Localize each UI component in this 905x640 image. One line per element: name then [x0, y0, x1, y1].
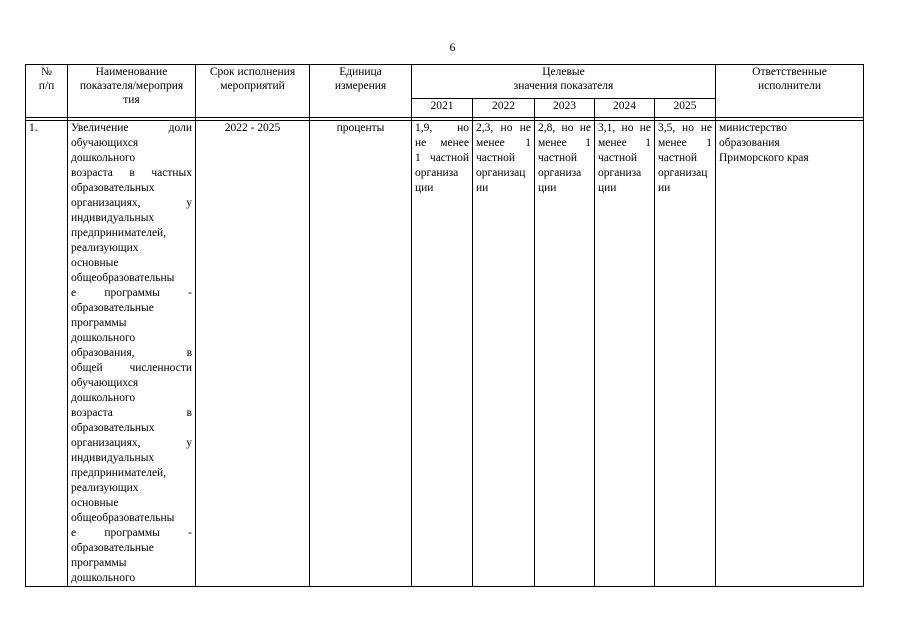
- target-value-line: ции: [598, 182, 617, 194]
- target-value-line: частной: [658, 152, 698, 164]
- indicator-name-line: образовательные: [71, 542, 154, 554]
- indicator-name-line: общеобразовательны: [71, 512, 175, 524]
- indicator-name-line: образовательные: [71, 302, 154, 314]
- indicator-name-line: образовательных: [71, 422, 155, 434]
- responsible-executors: [716, 121, 864, 587]
- indicator-name-line: основные: [71, 497, 119, 509]
- indicator-name-line: индивидуальных: [71, 212, 155, 224]
- header-period-line1: Срок исполнения: [209, 66, 296, 78]
- indicator-name-line: индивидуальных: [71, 452, 155, 464]
- indicator-name-line: дошкольного: [71, 332, 136, 344]
- header-target-line2: значения показателя: [513, 80, 614, 92]
- header-number: [26, 65, 68, 118]
- target-value-line: 1 частной: [415, 152, 469, 164]
- indicator-name-line: Увеличение доли: [71, 122, 192, 134]
- header-unit-line1: Единица: [339, 66, 382, 78]
- header-year-2025: 2025: [655, 99, 716, 118]
- target-value-line: частной: [598, 152, 638, 164]
- header-row: [26, 65, 864, 99]
- target-2025: [655, 121, 716, 587]
- target-value-line: организац: [476, 167, 526, 179]
- header-name: [68, 65, 196, 118]
- header-year-2021: 2021: [412, 99, 473, 118]
- indicator-name-line: е программы -: [71, 287, 192, 299]
- indicator-name-line: обучающихся: [71, 137, 139, 149]
- header-responsible-line1: Ответственные: [752, 66, 827, 78]
- target-value-line: менее 1: [538, 137, 591, 149]
- target-value-line: частной: [476, 152, 516, 164]
- header-year-2022: 2022: [473, 99, 535, 118]
- indicator-name-line: е программы -: [71, 527, 192, 539]
- target-value-line: 2,8, но не: [538, 122, 591, 134]
- header-name-line2: показателя/мероприя: [79, 80, 184, 92]
- target-value-line: организа: [415, 167, 459, 179]
- indicator-name-line: дошкольного: [71, 152, 136, 164]
- indicator-name-line: реализующих: [71, 242, 139, 254]
- indicator-name-line: программы: [71, 557, 127, 569]
- indicator-name-line: организациях, у: [71, 197, 192, 209]
- indicator-name-line: дошкольного: [71, 392, 136, 404]
- target-value-line: ии: [658, 182, 671, 194]
- target-value-line: 3,5, но не: [658, 122, 712, 134]
- indicator-name: [68, 121, 196, 587]
- responsible-line: министерство: [719, 122, 787, 134]
- indicator-name-line: обучающихся: [71, 377, 139, 389]
- target-value-line: 2,3, но не: [476, 122, 531, 134]
- header-unit: [310, 65, 412, 118]
- target-value-line: не менее: [415, 137, 469, 149]
- execution-period: 2022 - 2025: [196, 121, 310, 587]
- header-year-2024: 2024: [595, 99, 655, 118]
- header-number-line2: п/п: [38, 80, 55, 92]
- header-name-line3: тия: [123, 94, 140, 106]
- header-year-2023: 2023: [535, 99, 595, 118]
- row-number: 1.: [26, 121, 68, 587]
- indicator-name-line: дошкольного: [71, 572, 136, 584]
- header-unit-line2: измерения: [334, 80, 387, 92]
- indicator-name-line: образования, в: [71, 347, 192, 359]
- target-value-line: ии: [476, 182, 489, 194]
- target-value-line: 3,1, но не: [598, 122, 651, 134]
- indicator-name-line: реализующих: [71, 482, 139, 494]
- indicator-name-line: образовательных: [71, 182, 155, 194]
- header-name-line1: Наименование: [95, 66, 168, 78]
- header-responsible-line2: исполнители: [757, 80, 822, 92]
- indicator-name-line: общеобразовательны: [71, 272, 175, 284]
- header-period-line2: мероприятий: [220, 80, 285, 92]
- target-value-line: менее 1: [476, 137, 531, 149]
- target-value-line: менее 1: [598, 137, 651, 149]
- measurement-unit: проценты: [310, 121, 412, 587]
- header-responsible: [716, 65, 864, 118]
- target-2024: [595, 121, 655, 587]
- responsible-line: Приморского края: [719, 152, 809, 164]
- indicator-name-line: возраста в: [71, 407, 192, 419]
- table-row: [26, 121, 864, 587]
- header-period: [196, 65, 310, 118]
- indicator-name-line: основные: [71, 257, 119, 269]
- indicator-name-line: программы: [71, 317, 127, 329]
- responsible-line: образования: [719, 137, 780, 149]
- target-value-line: ции: [538, 182, 557, 194]
- indicator-name-line: предпринимателей,: [71, 467, 167, 479]
- indicator-name-line: возраста в частных: [71, 167, 192, 179]
- indicator-name-line: общей численности: [71, 362, 192, 374]
- indicator-name-line: предпринимателей,: [71, 227, 167, 239]
- indicator-name-line: организациях, у: [71, 437, 192, 449]
- target-value-line: организа: [598, 167, 642, 179]
- target-2022: [473, 121, 535, 587]
- header-target-line1: Целевые: [542, 66, 585, 78]
- target-value-line: организац: [658, 167, 708, 179]
- target-2023: [535, 121, 595, 587]
- header-target: [412, 65, 716, 99]
- page-number: 6: [449, 40, 456, 54]
- target-value-line: менее 1: [658, 137, 712, 149]
- target-value-line: частной: [538, 152, 578, 164]
- indicators-table: [25, 64, 864, 587]
- target-value-line: 1,9, но: [415, 122, 469, 134]
- header-number-line1: №: [41, 66, 52, 78]
- target-value-line: ции: [415, 182, 434, 194]
- target-2021: [412, 121, 473, 587]
- target-value-line: организа: [538, 167, 582, 179]
